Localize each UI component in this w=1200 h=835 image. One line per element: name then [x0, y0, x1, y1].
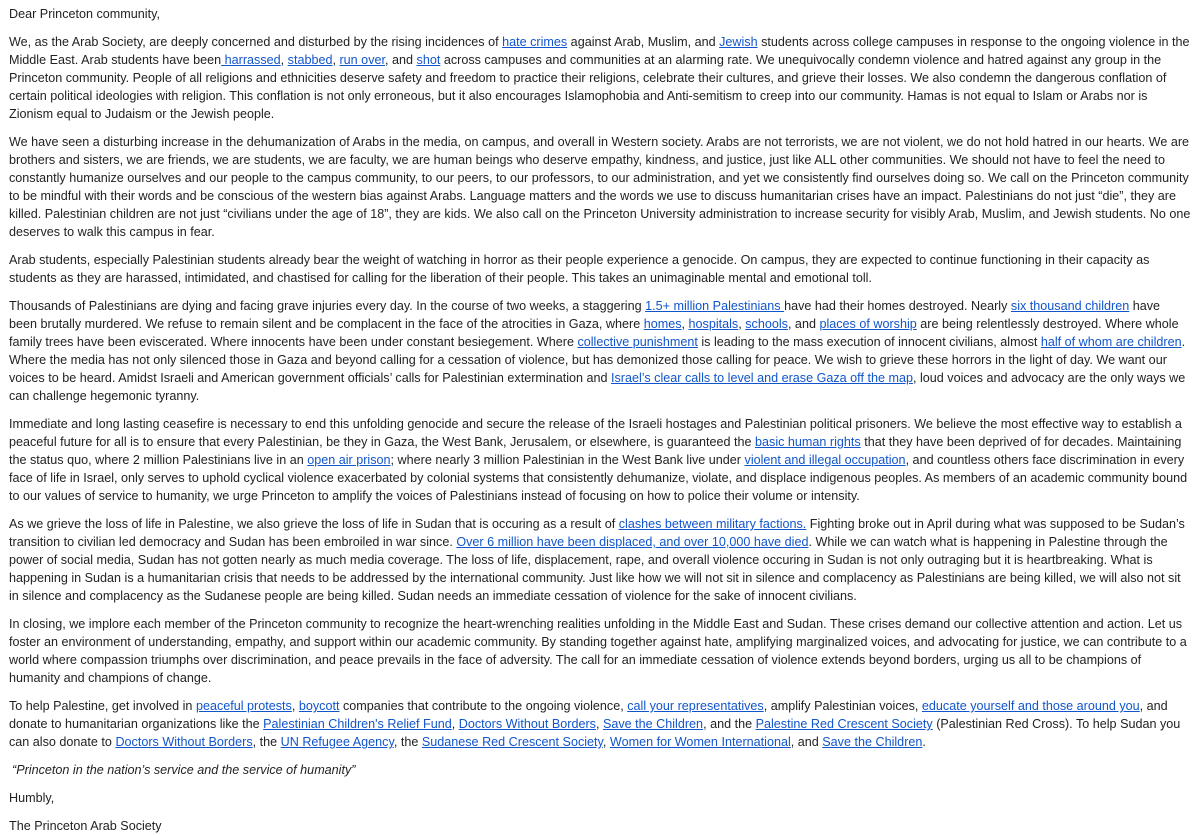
text: ; where nearly 3 million Palestinian in the West Bank live under	[390, 453, 745, 467]
link-jewish[interactable]: Jewish	[719, 35, 758, 49]
text: that they have been deprived of for decades. Maintaining the status quo, where 2 million Palestinians live in an	[9, 435, 1182, 467]
text: ,	[738, 317, 746, 331]
link-run-over[interactable]: run over	[339, 53, 385, 67]
text: To help Palestine, get involved in	[9, 699, 196, 713]
text: ,	[280, 53, 288, 67]
closing: Humbly,	[9, 791, 55, 805]
link-boycott[interactable]: boycott	[298, 699, 340, 713]
signature: The Princeton Arab Society	[9, 819, 162, 833]
link-save-the-children[interactable]: Save the Children	[602, 717, 704, 731]
text: have been brutally murdered. We refuse to remain silent and be complacent in the face of the atrocities in Gaza, where	[9, 299, 1161, 331]
text: are being relentlessly destroyed. Where whole family trees have been eviscerated. Where innocents have been under constant besiegement. Where	[9, 317, 1179, 349]
text: ,	[681, 317, 689, 331]
text: We, as the Arab Society, are deeply concerned and disturbed by the rising incidences of	[9, 35, 503, 49]
text: against Arab, Muslim, and	[567, 35, 720, 49]
text: ,	[602, 735, 610, 749]
link-harrassed[interactable]: harrassed	[221, 53, 281, 67]
paragraph-sudan	[9, 515, 1191, 605]
link-basic-human-rights[interactable]: basic human rights	[755, 435, 861, 449]
paragraph-arab-students: Arab students, especially Palestinian students already bear the weight of watching in horror as their people experience a genocide. On campus, they are expected to continue functioning in their capacity as students as they are harassed, intimidated, and chastised for calling for the liberation of their people. This takes an unimaginable mental and emotional toll.	[9, 253, 1150, 285]
link-educate-yourself[interactable]: educate yourself and those around you	[921, 699, 1140, 713]
link-six-thousand-children[interactable]: six thousand children	[1010, 299, 1130, 313]
paragraph-closing: In closing, we implore each member of the Princeton community to recognize the heart-wrenching realities unfolding in the Middle East and Sudan. These crises demand our collective attention and action. Let us foster an environment of understanding, empathy, and support within our academic community. By standing together against hate, amplifying marginalized voices, and advocating for justice, we can contribute to a world where compassion triumphs over discrimination, and peace prevails in the face of adversity. The call for an immediate cessation of violence extends beyond borders, urging us all to be champions of humanity and champions of change.	[9, 617, 1187, 685]
link-erase-gaza[interactable]: Israel’s clear calls to level and erase Gaza off the map	[611, 371, 913, 385]
link-hospitals[interactable]: hospitals	[688, 317, 739, 331]
text: have had their homes destroyed. Nearly	[784, 299, 1011, 313]
paragraph-gaza	[9, 297, 1191, 405]
paragraph-dehumanization: We have seen a disturbing increase in the dehumanization of Arabs in the media, on campus, and overall in Western society. Arabs are not terrorists, we are not violent, we do not hold hatred in our hearts. We are brothers and sisters, we are friends, we are students, we are faculty, we are human beings who deserve empathy, kindness, and justice, just like ALL other communities. We should not have to feel the need to constantly humanize ourselves and our people to the campus community, to our peers, to our professors, to our administration, and yet we consistently find ourselves doing so. We call on the Princeton community to be mindful with their words and be conscious of the western bias against Arabs. Language matters and the words we use to discuss humanitarian crises have an impact. Palestinians do not just “die”, they are killed. Palestinian children are not just “civilians under the age of 18”, they are kids. We also call on the Princeton University administration to increase security for visibly Arab, Muslim, and Jewish students. No one deserves to walk this campus in fear.	[9, 135, 1191, 239]
link-pcrf[interactable]: Palestinian Children's Relief Fund	[263, 717, 452, 731]
link-places-of-worship[interactable]: places of worship	[819, 317, 917, 331]
text: , and the	[703, 717, 756, 731]
text: across campuses and communities at an alarming rate. We unequivocally condemn violence and hatred against any group in the Princeton community. People of all religions and ethnicities deserve safety and freedom to practice their religions, celebrate their cultures, and grieve their losses. We also condemn the dangerous conflation of certain political ideologies with religion. This conflation is not only erroneous, but it also encourages Islamophobia and Anti-semitism to creep into our community. Hamas is not equal to Islam or Arabs nor is Zionism equal to Judaism or the Jewish people.	[9, 53, 1167, 121]
text: , and donate to humanitarian organizations like the	[9, 699, 1168, 731]
text: ,	[451, 717, 459, 731]
text: , and	[790, 735, 823, 749]
text: , amplify Palestinian voices,	[763, 699, 922, 713]
text: , and	[385, 53, 417, 67]
text: Fighting broke out in April during what was supposed to be Sudan’s transition to civilian led democracy and Sudan has been embroiled in war since.	[9, 517, 1185, 549]
text: , the	[252, 735, 281, 749]
link-women-for-women[interactable]: Women for Women International	[609, 735, 791, 749]
link-sudanese-red-crescent[interactable]: Sudanese Red Crescent Society	[421, 735, 603, 749]
link-palestine-red-crescent[interactable]: Palestine Red Crescent Society	[755, 717, 933, 731]
text: Thousands of Palestinians are dying and facing grave injuries every day. In the course of two weeks, a staggering	[9, 299, 646, 313]
paragraph-ceasefire	[9, 415, 1191, 505]
text: companies that contribute to the ongoing violence,	[339, 699, 628, 713]
link-homes-destroyed[interactable]: 1.5+ million Palestinians	[645, 299, 785, 313]
text: is leading to the mass execution of innocent civilians, almost	[697, 335, 1041, 349]
link-schools[interactable]: schools	[745, 317, 788, 331]
link-military-clashes[interactable]: clashes between military factions.	[618, 517, 807, 531]
link-doctors-without-borders-sudan[interactable]: Doctors Without Borders	[115, 735, 253, 749]
text: . While we can watch what is happening in Palestine through the power of social media, Sudan has not gotten nearly as much media coverage. The loss of life, displacement, rape, and overall violence occuring in Sudan is not only outraging but it is heartbreaking. What is happening in Sudan is a humanitarian crisis that needs to be addressed by the international community. Just like how we will not sit in silence and complacency as Palestinians are being killed, we will also not sit in silence and complacency as the Sudanese people are being killed. Sudan needs an immediate cessation of violence for the sake of innocent civilians.	[9, 535, 1181, 603]
paragraph-hate-crimes	[9, 33, 1191, 123]
text: (Palestinian Red Cross). To help Sudan you can also donate to	[9, 717, 1181, 749]
link-collective-punishment[interactable]: collective punishment	[577, 335, 698, 349]
link-shot[interactable]: shot	[416, 53, 441, 67]
link-save-the-children-sudan[interactable]: Save the Children	[822, 735, 923, 749]
link-call-representatives[interactable]: call your representatives	[627, 699, 764, 713]
greeting: Dear Princeton community,	[9, 7, 160, 21]
text: , and countless others face discrimination in every face of life in Israel, only serves to uphold cyclical violence exacerbated by colonial systems that consistently dehumanize, violate, and displace indigenous peoples. As members of an academic community bound to our values of service to humanity, we urge Princeton to amplify the voices of Palestinians instead of focusing on how to police their volume or intensity.	[9, 453, 1188, 503]
text: , the	[393, 735, 422, 749]
paragraph-how-to-help	[9, 697, 1191, 751]
text: ,	[595, 717, 603, 731]
text: Immediate and long lasting ceasefire is necessary to end this unfolding genocide and secure the release of the Israeli hostages and Palestinian political prisoners. We believe the most effective way to establish a peaceful future for all is to ensure that every Palestinian, be they in Gaza, the West Bank, Jerusalem, or elsewhere, is guaranteed the	[9, 417, 1182, 449]
link-open-air-prison[interactable]: open air prison	[307, 453, 391, 467]
link-hate-crimes[interactable]: hate crimes	[502, 35, 568, 49]
motto: “Princeton in the nation’s service and the service of humanity”	[12, 763, 356, 777]
text: .	[922, 735, 926, 749]
link-sudan-displaced[interactable]: Over 6 million have been displaced, and over 10,000 have died	[456, 535, 809, 549]
link-half-children[interactable]: half of whom are children	[1040, 335, 1182, 349]
text: , loud voices and advocacy are the only ways we can challenge hegemonic tyranny.	[9, 371, 1186, 403]
link-peaceful-protests[interactable]: peaceful protests	[195, 699, 292, 713]
link-occupation[interactable]: violent and illegal occupation	[744, 453, 906, 467]
text: students across college campuses in response to the ongoing violence in the Middle East. Arab students have been	[9, 35, 1190, 67]
text: As we grieve the loss of life in Palestine, we also grieve the loss of life in Sudan that is occuring as a result of	[9, 517, 619, 531]
text: , and	[787, 317, 820, 331]
link-homes[interactable]: homes	[643, 317, 682, 331]
link-stabbed[interactable]: stabbed	[287, 53, 333, 67]
text: ,	[291, 699, 299, 713]
text: ,	[332, 53, 340, 67]
link-doctors-without-borders[interactable]: Doctors Without Borders	[458, 717, 596, 731]
text: . Where the media has not only silenced those in Gaza and beyond calling for a cessation of violence, but has demonized those calling for peace. We wish to grieve these horrors in the light of day. We want our voices to be heard. Amidst Israeli and American government officials’ calls for Palestinian extermination and	[9, 335, 1186, 385]
link-un-refugee-agency[interactable]: UN Refugee Agency	[280, 735, 394, 749]
